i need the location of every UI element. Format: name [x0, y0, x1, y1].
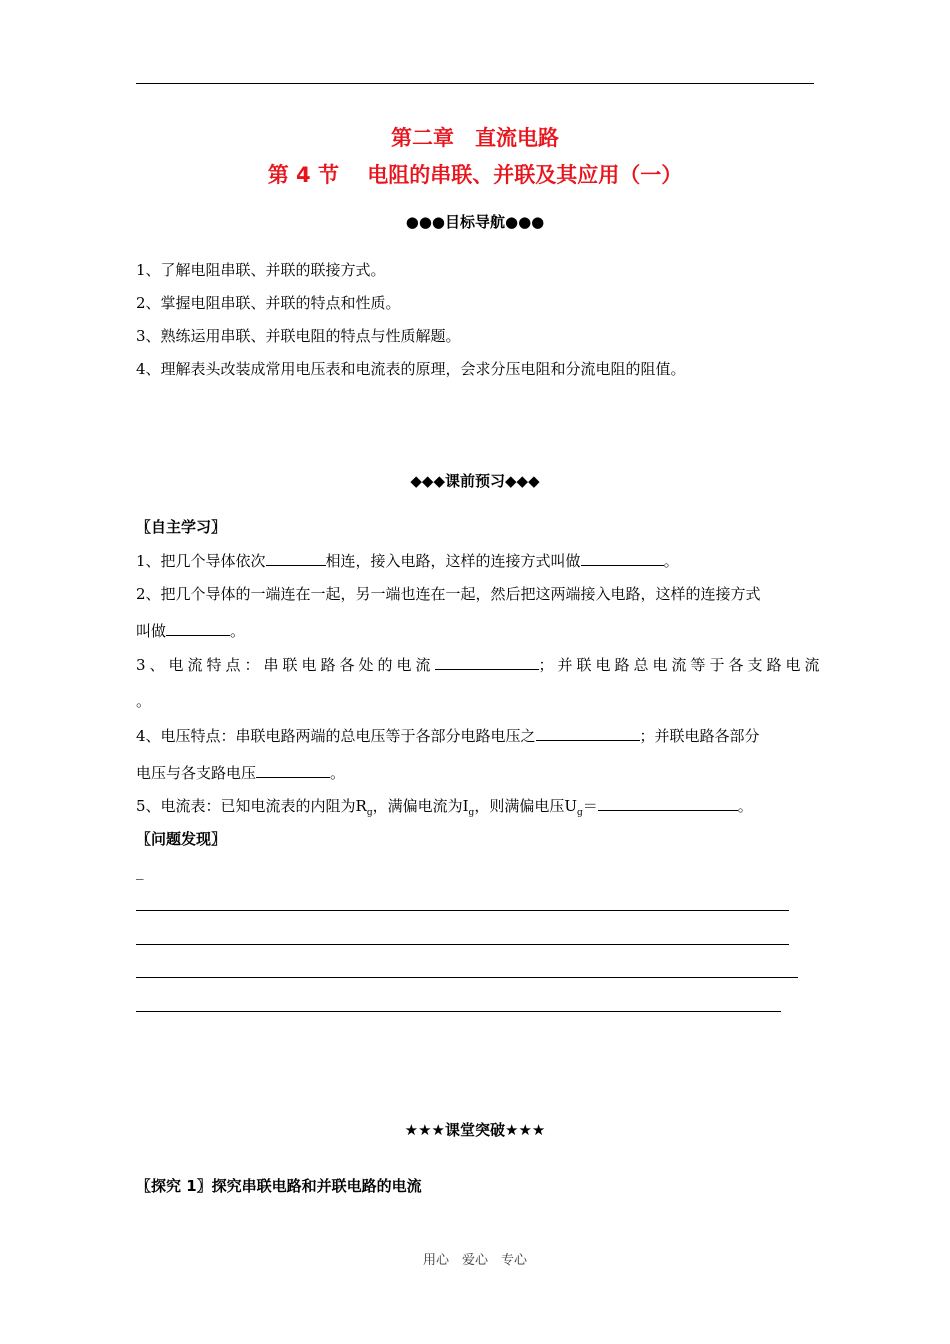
self-study-label: 〖自主学习〗 [136, 518, 227, 536]
goal-item: 1、了解电阻串联、并联的联接方式。 [136, 261, 386, 279]
question-text: ，则满偏电压U [474, 797, 577, 815]
subscript: g [468, 808, 475, 818]
question-4-cont [136, 762, 345, 783]
section-title: 第 4 节 电阻的串联、并联及其应用（一） [267, 163, 683, 187]
answer-line[interactable] [136, 944, 789, 945]
answer-line[interactable] [136, 910, 789, 911]
question-text: ＝ [582, 797, 598, 815]
chapter-title: 第二章 直流电路 [391, 126, 559, 150]
page-footer: 用心 爱心 专心 [422, 1253, 527, 1268]
goal-item: 2、掌握电阻串联、并联的特点和性质。 [136, 294, 401, 312]
question-text: 3、电流特点：串联电路各处的电流 [136, 656, 435, 674]
answer-line[interactable] [136, 1011, 781, 1012]
fill-blank[interactable] [256, 763, 330, 778]
question-3-cont: 。 [136, 692, 152, 710]
question-1 [136, 550, 679, 571]
goal-item: 4、理解表头改装成常用电压表和电流表的原理，会求分压电阻和分流电阻的阻值。 [136, 360, 686, 378]
goal-item: 3、熟练运用串联、并联电阻的特点与性质解题。 [136, 327, 461, 345]
goals-heading: ●●●目标导航●●● [405, 213, 545, 231]
subscript: g [366, 808, 373, 818]
answer-dash: _ [136, 862, 144, 880]
question-text: ，满偏电流为I [372, 797, 469, 815]
question-text: 。 [230, 622, 246, 640]
question-5 [136, 795, 753, 818]
explore-1-label: 〖探究 1〗探究串联电路和并联电路的电流 [136, 1177, 422, 1195]
subscript: g [576, 808, 583, 818]
question-text: ；并联电路总电流等于各支路电流 [538, 656, 824, 674]
question-4 [136, 725, 760, 746]
answer-line[interactable] [136, 977, 798, 978]
fill-blank[interactable] [166, 621, 230, 636]
problem-discovery-label: 〖问题发现〗 [136, 830, 227, 848]
fill-blank[interactable] [581, 551, 664, 566]
question-text: 5、电流表：已知电流表的内阻为R [136, 797, 367, 815]
question-text: ；并联电路各部分 [639, 727, 760, 745]
header-rule [136, 83, 814, 84]
question-text: 相连，接入电路，这样的连接方式叫做 [325, 552, 581, 570]
question-3 [136, 654, 824, 675]
question-text: 。 [737, 797, 753, 815]
question-text: 4、电压特点：串联电路两端的总电压等于各部分电路电压之 [136, 727, 536, 745]
classroom-heading: ★★★课堂突破★★★ [404, 1121, 546, 1139]
fill-blank[interactable] [266, 551, 326, 566]
fill-blank[interactable] [598, 796, 738, 811]
question-text: 。 [330, 764, 346, 782]
question-text: 。 [663, 552, 679, 570]
question-2: 2、把几个导体的一端连在一起，另一端也连在一起，然后把这两端接入电路，这样的连接方式 [136, 585, 761, 603]
fill-blank[interactable] [536, 726, 640, 741]
question-text: 电压与各支路电压 [136, 764, 257, 782]
question-text: 1、把几个导体依次 [136, 552, 266, 570]
question-text: 叫做 [136, 622, 167, 640]
fill-blank[interactable] [435, 655, 539, 670]
preview-heading: ◆◆◆课前预习◆◆◆ [410, 472, 540, 490]
question-2-cont [136, 620, 245, 641]
